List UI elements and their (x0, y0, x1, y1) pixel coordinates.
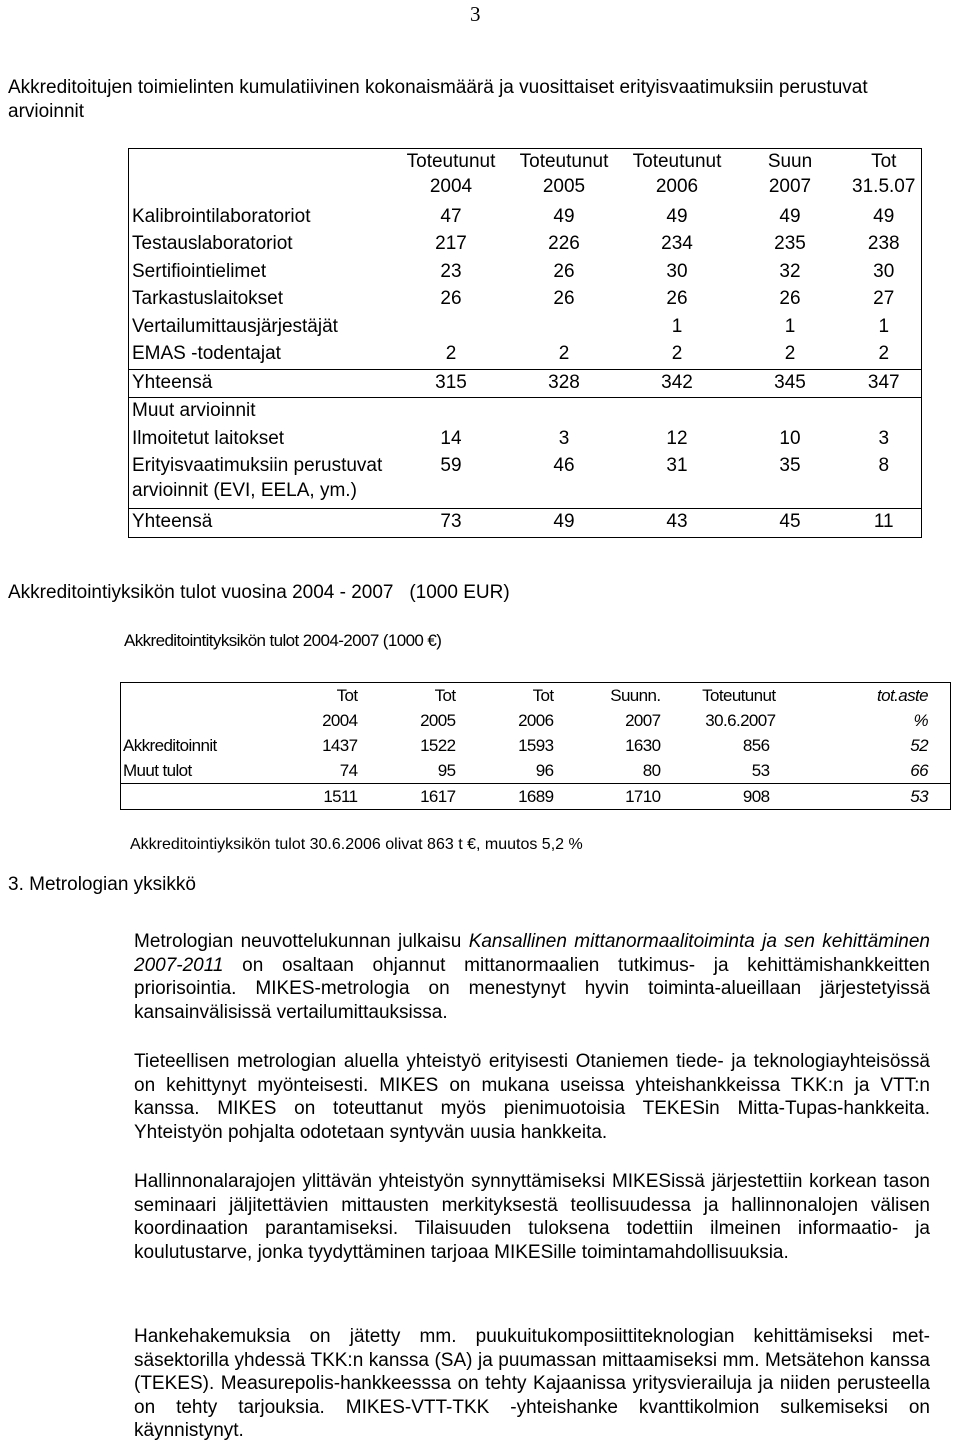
table-cell: 2 (671, 343, 683, 365)
table-cell: 27 (873, 288, 895, 310)
table-cell: 234 (661, 233, 693, 255)
row-label: Tarkastuslaitokset (132, 288, 284, 310)
row-label: EMAS -todentajat (132, 343, 281, 365)
table-cell: 856 (742, 735, 770, 755)
table-cell: 1511 (261, 784, 366, 810)
table-cell: 49 (666, 205, 688, 227)
table-cell: 1 (878, 315, 890, 337)
table-row (129, 314, 922, 341)
table-cell: 74 (339, 760, 358, 780)
column-header: Tot (336, 685, 358, 705)
row-label: Kalibrointilaboratoriot (132, 205, 311, 227)
column-header: 2007 (625, 710, 661, 730)
table-cell: 30 (666, 260, 688, 282)
table-cell: 14 (440, 427, 462, 449)
table-cell: 1 (784, 315, 796, 337)
page-number: 3 (470, 2, 481, 26)
table-cell: 47 (440, 205, 462, 227)
table-cell: 345 (734, 369, 847, 398)
header-empty-cell (121, 683, 261, 709)
paragraph: Hankehakemuksia on jätetty mm. puukuitukomposiittiteknologian kehittämiseksi metsäsektorilla yhdessä TKK:n kanssa (SA) ja puumassan mittaamiseksi mm. Metsätehon kanssa (TEKES). Measurepolis-hankkeesssa on tehty Kajaanissa yritysvierailuja ja niiden perusteella on tehty tarjouksia. MIKES-VTT-TKK -yhteishanke kvanttikolmion sulkemiseksi on käynnistynyt. (134, 1326, 930, 1441)
paragraph-text: on osaltaan ohjannut mittanormaalien tutkimus- ja kehittämishankkeitten priorisointia. MIKES-metrologia on menestynyt hyvin toiminta-alueillaan järjestetyissä kansainvälisissä vertailumittauksissa. (134, 954, 930, 1023)
row-label: Erityisvaatimuksiin perustuvat arvioinnit (EVI, EELA, ym.) (132, 455, 383, 502)
table-cell: 238 (867, 233, 900, 255)
table-cell: 1 (671, 315, 683, 337)
table-cell: 1630 (625, 735, 661, 755)
column-header: tot.aste (877, 685, 928, 705)
table-header-row (129, 149, 922, 204)
table-cell: 46 (553, 455, 575, 477)
row-label: Sertifiointielimet (132, 260, 267, 282)
table-row (129, 426, 922, 453)
table-cell: 26 (553, 260, 575, 282)
table-cell: 26 (779, 288, 801, 310)
table-cell: 66 (910, 760, 928, 780)
table-cell: 80 (642, 760, 661, 780)
table-cell: 49 (873, 205, 895, 227)
table-cell: 235 (774, 233, 806, 255)
paragraph-text: Metrologian neuvottelukunnan julkaisu (134, 931, 469, 952)
column-header: 2006 (518, 710, 554, 730)
table-header-row (121, 683, 951, 709)
column-header: Tot 31.5.07 (852, 151, 916, 197)
income-table (120, 682, 951, 810)
column-header: % (913, 710, 928, 730)
table-cell (395, 314, 508, 341)
table-cell: 226 (548, 233, 580, 255)
table-cell: 347 (847, 369, 922, 398)
section-heading-accredited-bodies: Akkreditoitujen toimielinten kumulatiivinen kokonaismäärä ja vuosittaiset erityisvaatimuksiin perustuvat arvioinnit (8, 77, 868, 122)
table-row (129, 231, 922, 258)
column-header: Suun 2007 (767, 151, 813, 197)
table-cell: 2 (445, 343, 457, 365)
table-cell: 53 (784, 784, 951, 810)
column-header: Toteutunut 2006 (632, 151, 722, 197)
table-cell: 96 (535, 760, 554, 780)
table-cell: 59 (440, 455, 462, 477)
table-cell: 31 (666, 455, 688, 477)
table-cell: 12 (666, 427, 688, 449)
table-cell: 328 (508, 369, 621, 398)
table-cell: 43 (621, 509, 734, 538)
row-label: Testauslaboratoriot (132, 233, 293, 255)
table-cell: 217 (435, 233, 467, 255)
table-cell: 26 (553, 288, 575, 310)
table-row (129, 259, 922, 286)
table-cell: 342 (621, 369, 734, 398)
row-label: Ilmoitetut laitokset (132, 427, 285, 449)
table-cell: 1437 (322, 735, 358, 755)
table-row (121, 758, 951, 784)
paragraph: Tieteellisen metrologian aluella yhteistyö erityisesti Otaniemen tiede- ja teknologiayhteisössä on kehittynyt myönteisesti. MIKES on mukana useissa yhteishankkeissa TKK:n ja VTT:n kanssa. MIKES on toteuttanut myös pienimuotoisia TEKESin Mitta-Tupas-hankkeita. Yhteistyön pohjalta odotetaan syntyvän uusia hankkeita. (134, 1051, 930, 1143)
group-title: Muut arvioinnit (129, 398, 922, 426)
column-header: Toteutunut 2004 (406, 151, 496, 197)
table-cell: 1689 (464, 784, 562, 810)
table-cell: 73 (395, 509, 508, 538)
table-cell: 52 (910, 735, 928, 755)
paragraph: Hallinnonalarajojen ylittävän yhteistyön synnyttämiseksi MIKESissä järjestettiin korkean tason seminaari jäljitettävien mittausten merkityksestä teollisuudessa ja hallinnonalojen välisen koordinaation parantamiseksi. Tilaisuuden tuloksena todettiin ilmeinen informaatio- ja koulutustarve, jonka tyydyttäminen tarjoaa MIKESille toimintamahdollisuuksia. (134, 1171, 930, 1263)
table-cell: 49 (508, 509, 621, 538)
paragraph (134, 930, 930, 1024)
table-cell: 1522 (420, 735, 456, 755)
table-cell: 2 (558, 343, 570, 365)
column-header: Suunn. (610, 685, 661, 705)
table-cell: 23 (440, 260, 462, 282)
table-cell: 10 (779, 427, 801, 449)
table-cell: 8 (878, 455, 890, 477)
total-row (121, 784, 951, 810)
accredited-bodies-table (128, 148, 922, 538)
table-cell: 26 (440, 288, 462, 310)
total-row (129, 509, 922, 538)
row-label (121, 784, 261, 810)
income-note: Akkreditointiyksikön tulot 30.6.2006 olivat 863 t €, muutos 5,2 % (130, 836, 583, 853)
table-cell: 53 (751, 760, 770, 780)
table-row (121, 733, 951, 758)
table-cell: 3 (878, 427, 890, 449)
table-cell: 49 (779, 205, 801, 227)
table-cell: 49 (553, 205, 575, 227)
table-row (129, 204, 922, 231)
row-label: Yhteensä (129, 369, 395, 398)
column-header: Toteutunut (702, 685, 776, 705)
header-empty-cell (121, 708, 261, 733)
table-cell: 1710 (562, 784, 669, 810)
column-header: Tot (434, 685, 456, 705)
table-cell: 1593 (518, 735, 554, 755)
table-cell: 1617 (366, 784, 464, 810)
group-title-row (129, 398, 922, 426)
table-cell: 11 (847, 509, 922, 538)
table-cell: 3 (558, 427, 570, 449)
column-header: 2005 (420, 710, 456, 730)
table-cell: 45 (734, 509, 847, 538)
section-heading-income: Akkreditointiyksikön tulot vuosina 2004 - 2007 (1000 EUR) (8, 582, 510, 603)
column-header: Toteutunut 2005 (519, 151, 609, 197)
table-cell: 30 (873, 260, 895, 282)
table-cell: 35 (779, 455, 801, 477)
row-label: Akkreditoinnit (123, 735, 217, 755)
table-cell: 315 (395, 369, 508, 398)
row-label: Muut tulot (123, 760, 192, 780)
total-row (129, 369, 922, 398)
table-row (129, 286, 922, 313)
table-cell: 2 (878, 343, 890, 365)
publication-title: Kansallinen mittanormaalitoiminta ja sen kehittäminen 2007-2011 (134, 931, 930, 976)
header-empty-cell (129, 149, 395, 204)
column-header: Tot (532, 685, 554, 705)
section-title-metrology: 3. Metrologian yksikkö (8, 874, 196, 895)
table-header-row (121, 708, 951, 733)
table-row (129, 453, 922, 508)
table-cell: 2 (784, 343, 796, 365)
row-label: Vertailumittausjärjestäjät (132, 315, 338, 337)
table-cell (508, 314, 621, 341)
table-cell: 26 (666, 288, 688, 310)
table-row (129, 341, 922, 369)
table-cell: 95 (437, 760, 456, 780)
column-header: 30.6.2007 (705, 710, 776, 730)
table-cell: 908 (669, 784, 784, 810)
column-header: 2004 (322, 710, 358, 730)
table-caption: Akkreditointityksikön tulot 2004-2007 (1000 €) (124, 631, 442, 650)
table-cell: 32 (779, 260, 801, 282)
row-label: Yhteensä (129, 509, 395, 538)
